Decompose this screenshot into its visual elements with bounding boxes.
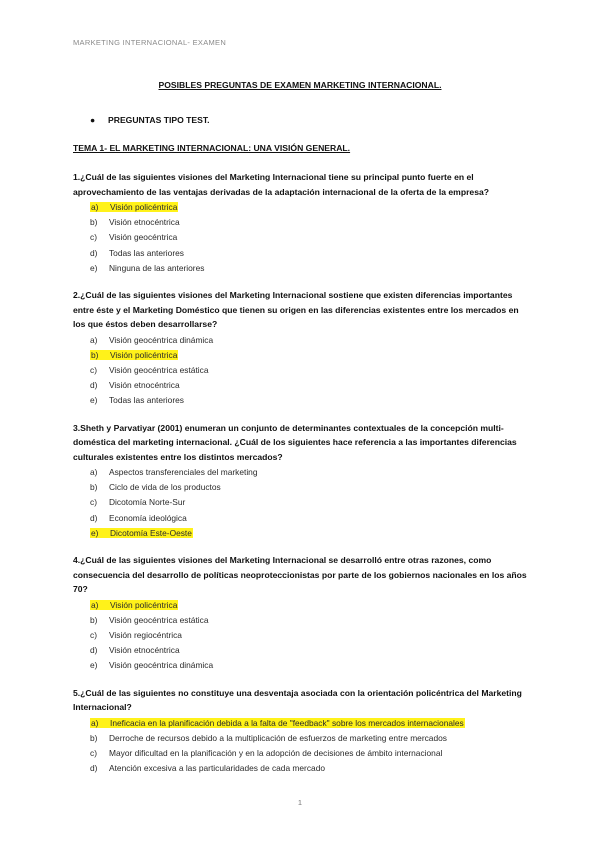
option-text: Visión policéntrica — [110, 202, 178, 212]
option-text: Visión geocéntrica estática — [109, 364, 209, 375]
option-text: Todas las anteriores — [109, 395, 184, 406]
option-letter: d) — [90, 380, 98, 391]
answer-option-highlighted — [90, 348, 533, 363]
option-letter: e) — [90, 262, 98, 273]
answer-option — [90, 511, 533, 526]
option-text: Dicotomía Este-Oeste — [110, 527, 192, 538]
answer-option — [90, 480, 533, 495]
option-text: Visión etnocéntrica — [109, 380, 180, 391]
question-block — [73, 170, 533, 276]
answer-option — [90, 230, 533, 245]
option-letter: a) — [91, 717, 99, 728]
option-wrapper — [90, 630, 182, 640]
answer-options — [73, 465, 533, 541]
question-block — [73, 553, 533, 674]
option-wrapper — [90, 513, 187, 523]
answer-option — [90, 246, 533, 261]
option-letter: c) — [90, 232, 97, 243]
option-text: Mayor dificultad en la planificación y en la adopción de decisiones de ámbito internacional — [109, 747, 443, 758]
answer-option — [90, 628, 533, 643]
option-text: Visión geocéntrica dinámica — [109, 334, 214, 345]
option-letter: c) — [90, 497, 97, 508]
option-letter: e) — [91, 527, 99, 538]
option-wrapper — [90, 482, 221, 492]
question-block — [73, 421, 533, 542]
option-text: Visión etnocéntrica — [109, 217, 180, 228]
option-text: Visión geocéntrica estática — [109, 614, 209, 625]
option-letter: d) — [90, 763, 98, 774]
option-text: Ciclo de vida de los productos — [109, 482, 221, 493]
option-wrapper — [90, 660, 213, 670]
option-text: Visión policéntrica — [110, 599, 178, 610]
answer-option-highlighted — [90, 526, 533, 541]
option-text: Ninguna de las anteriores — [109, 262, 205, 273]
option-wrapper — [90, 645, 180, 655]
answer-option — [90, 731, 533, 746]
option-wrapper — [90, 600, 178, 610]
option-wrapper — [90, 217, 180, 227]
page-number: 1 — [297, 798, 303, 807]
option-wrapper — [90, 528, 193, 538]
option-text: Ineficacia en la planificación debida a la falta de "feedback" sobre los mercados internacionales — [110, 717, 464, 728]
answer-option — [90, 643, 533, 658]
answer-option — [90, 465, 533, 480]
option-wrapper — [90, 395, 184, 405]
question-block — [73, 686, 533, 777]
option-letter: a) — [90, 467, 98, 478]
option-wrapper — [90, 335, 213, 345]
option-text: Visión regiocéntrica — [109, 629, 182, 640]
answer-option-highlighted — [90, 200, 533, 215]
bullet-heading-text: PREGUNTAS TIPO TEST. — [108, 115, 210, 125]
answer-options — [73, 598, 533, 674]
option-wrapper — [90, 763, 325, 773]
option-letter: a) — [91, 202, 99, 212]
option-wrapper — [90, 232, 177, 242]
question-text: 3.Sheth y Parvatiyar (2001) enumeran un conjunto de determinantes contextuales de la concepción multi-doméstica del marketing internacional. ¿Cuál de los siguientes hace referencia a las importantes diferencias culturales existentes entre los distintos mercados? — [73, 422, 517, 462]
option-wrapper — [90, 497, 185, 507]
question-text: 5.¿Cuál de las siguientes no constituye una desventaja asociada con la orientación policéntrica del Marketing Internacional? — [73, 687, 522, 713]
option-letter: b) — [90, 732, 98, 743]
option-letter: e) — [90, 660, 98, 671]
option-wrapper — [90, 615, 208, 625]
question-block — [73, 288, 533, 409]
bullet-heading — [90, 115, 210, 125]
option-letter: a) — [91, 599, 99, 610]
option-letter: b) — [90, 217, 98, 228]
option-text: Economía ideológica — [109, 512, 187, 523]
answer-option — [90, 613, 533, 628]
option-text: Visión policéntrica — [110, 349, 178, 360]
answer-option — [90, 495, 533, 510]
option-wrapper — [90, 263, 204, 273]
option-letter: d) — [90, 512, 98, 523]
answer-option — [90, 378, 533, 393]
option-letter: c) — [90, 747, 97, 758]
option-text: Todas las anteriores — [109, 247, 184, 258]
option-wrapper — [90, 467, 258, 477]
option-letter: b) — [90, 482, 98, 493]
question-text: 2.¿Cuál de las siguientes visiones del Marketing Internacional sostiene que existen diferencias importantes entre éste y el Marketing Doméstico que tienen su origen en las diferencias existentes entre los mercados en los que éstos deben desarrollarse? — [73, 290, 519, 330]
answer-option — [90, 393, 533, 408]
question-text: 1.¿Cuál de las siguientes visiones del Marketing Internacional tiene su principal punto fuerte en el aprovechamiento de las ventajas derivadas de la adaptación internacional de la oferta de la empresa? — [73, 172, 489, 197]
option-wrapper — [90, 380, 180, 390]
option-text: Visión geocéntrica — [109, 232, 178, 243]
answer-option — [90, 658, 533, 673]
option-wrapper — [90, 350, 178, 360]
option-text: Derroche de recursos debido a la multiplicación de esfuerzos de marketing entre mercados — [109, 732, 447, 743]
option-letter: d) — [90, 645, 98, 656]
option-wrapper — [90, 748, 442, 758]
option-text: Visión geocéntrica dinámica — [109, 660, 214, 671]
option-wrapper — [90, 365, 208, 375]
option-letter: b) — [91, 349, 99, 360]
option-text: Atención excesiva a las particularidades de cada mercado — [109, 763, 326, 774]
question-text: 4.¿Cuál de las siguientes visiones del Marketing Internacional se desarrolló entre otras razones, como consecuencia del desarrollo de políticas neoproteccionistas por parte de los gobiernos nacionales en los años 70? — [73, 555, 527, 595]
answer-option — [90, 761, 533, 776]
option-text: Dicotomía Norte-Sur — [109, 497, 186, 508]
answer-option — [90, 746, 533, 761]
bullet-icon: ● — [90, 115, 96, 125]
answer-options — [73, 200, 533, 276]
option-letter: b) — [90, 614, 98, 625]
option-wrapper — [90, 733, 447, 743]
option-wrapper — [90, 248, 184, 258]
option-letter: c) — [90, 364, 97, 375]
answer-option — [90, 215, 533, 230]
question-list — [73, 170, 533, 788]
option-letter: d) — [90, 247, 98, 258]
option-letter: e) — [90, 395, 98, 406]
answer-option — [90, 363, 533, 378]
answer-option — [90, 333, 533, 348]
answer-options — [73, 716, 533, 777]
document-title: POSIBLES PREGUNTAS DE EXAMEN MARKETING INTERNACIONAL. — [158, 80, 442, 90]
answer-option-highlighted — [90, 716, 533, 731]
option-letter: a) — [90, 334, 98, 345]
answer-option — [90, 261, 533, 276]
answer-option-highlighted — [90, 598, 533, 613]
answer-options — [73, 333, 533, 409]
option-wrapper — [90, 718, 465, 728]
running-header: MARKETING INTERNACIONAL- EXAMEN — [73, 38, 227, 47]
section-title: TEMA 1- EL MARKETING INTERNACIONAL: UNA VISIÓN GENERAL. — [73, 143, 351, 153]
option-wrapper — [90, 202, 178, 212]
option-text: Aspectos transferenciales del marketing — [109, 467, 258, 478]
option-letter: c) — [90, 629, 97, 640]
option-text: Visión etnocéntrica — [109, 645, 180, 656]
